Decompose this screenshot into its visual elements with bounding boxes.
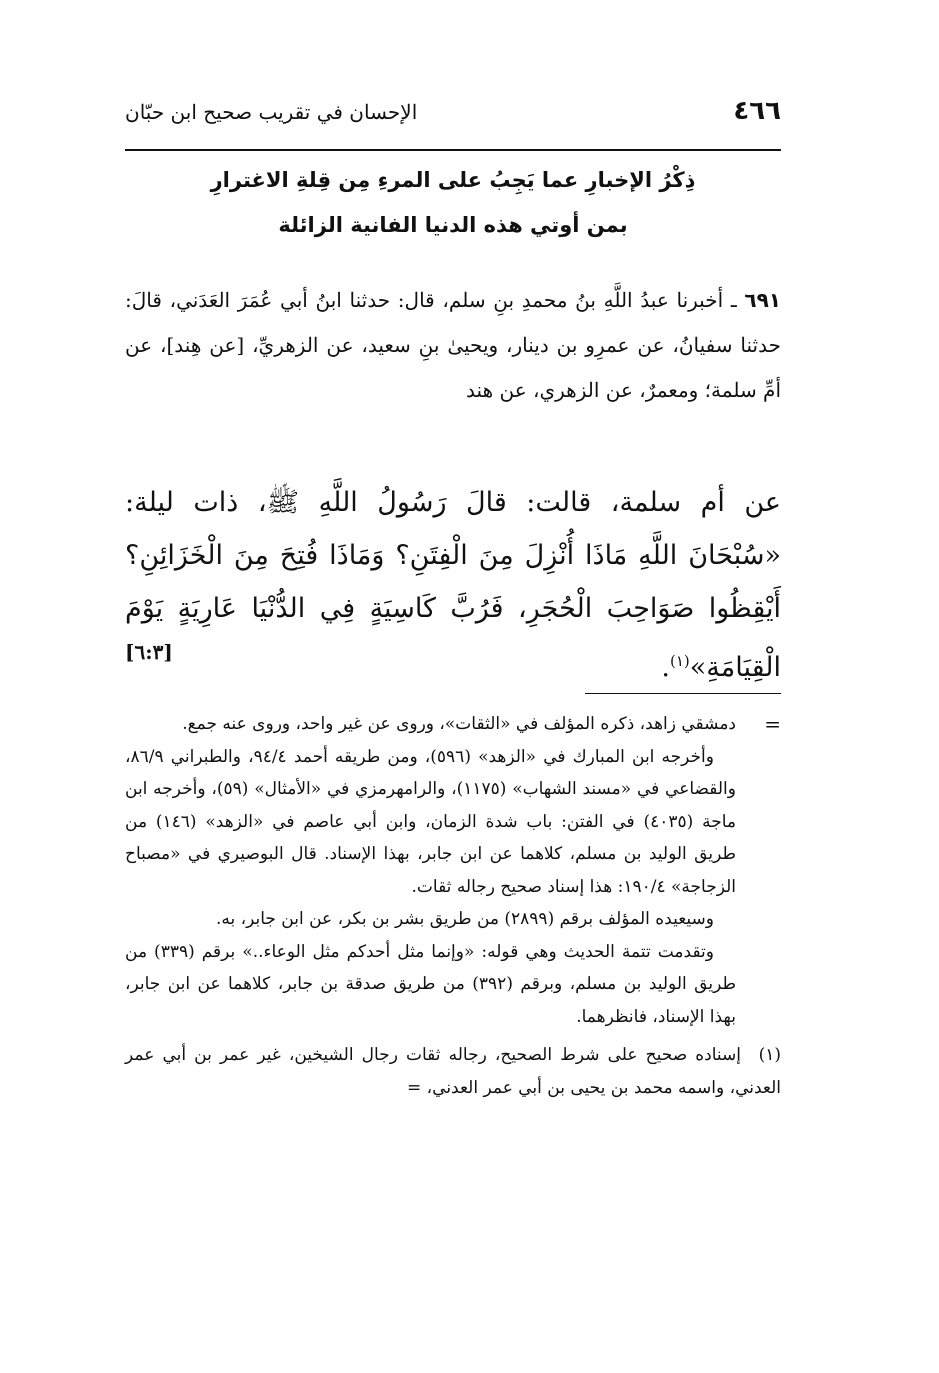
matn-text: عن أم سلمة، قالت: قالَ رَسُولُ اللَّهِ ﷺ، ذات ليلة: «سُبْحَانَ اللَّهِ مَاذَا أُنْزِلَ مِنَ الْفِتَنِ؟ وَمَاذَا فُتِحَ مِنَ الْخَزَائِنِ؟ أَيْقِظُوا صَوَاحِبَ الْحُجَرِ، فَرُبَّ كَاسِيَةٍ فِي الدُّنْيَا عَارِيَةٍ يَوْمَ الْقِيَامَةِ»	[125, 487, 781, 683]
chapter-heading-line1: ذِكْرُ الإخبارِ عما يَجِبُ على المرءِ مِن قِلةِ الاغترارِ	[210, 168, 696, 192]
footnote-para-2: وأخرجه ابن المبارك في «الزهد» (٥٩٦)، ومن طريقه أحمد ٩٤/٤، والطبراني ٨٦/٩، والقضاعي في «مسند الشهاب» (١١٧٥)، والرامهرمزي في «الأمثال» (٥٩)، وأخرجه ابن ماجة (٤٠٣٥) في الفتن: باب شدة الزمان، وابن أبي عاصم في «الزهد» (١٤٦) من طريق الوليد بن مسلم، كلاهما عن ابن جابر، بهذا الإسناد. قال البوصيري في «مصباح الزجاجة» ١٩٠/٤: هذا إسناد صحيح رجاله ثقات.	[125, 746, 736, 897]
footnote-continuation	[125, 708, 781, 741]
footnotes-section	[125, 708, 781, 1104]
footnote-1	[125, 1039, 781, 1104]
page-header	[125, 96, 781, 136]
running-title: الإحسان في تقريب صحيح ابن حبّان	[125, 100, 418, 124]
footnote-divider	[585, 693, 781, 694]
footnote-marker: (١)	[670, 652, 690, 670]
footnote-para	[125, 936, 781, 1034]
isnad-text: ـ أخبرنا عبدُ اللَّهِ بنُ محمدِ بنِ سلم، قال: حدثنا ابنُ أبي عُمَرَ العَدَني، قالَ: حدثنا سفيانُ، عن عمرِو بن دينار، ويحيىٰ بنِ سعيد، عن الزهريِّ، [عن هِند]، عن أمِّ سلمة؛ ومعمرٌ، عن الزهري، عن هند	[125, 288, 781, 402]
continuation-marker: =	[764, 712, 781, 736]
header-divider	[125, 149, 781, 151]
footnote-para-1: دمشقي زاهد، ذكره المؤلف في «الثقات»، وروى عن غير واحد، وروى عنه جمع.	[182, 714, 736, 734]
page-number: ٤٦٦	[733, 96, 781, 126]
footnote-1-number: (١)	[758, 1045, 781, 1065]
footnote-para-4: وتقدمت تتمة الحديث وهي قوله: «وإنما مثل أحدكم مثل الوعاء..» برقم (٣٣٩) من طريق الوليد بن مسلم، وبرقم (٣٩٢) من طريق صدقة بن جابر، كلاهما عن ابن جابر، بهذا الإسناد، فانظرهما.	[125, 941, 736, 1027]
footnote-para	[125, 903, 781, 936]
hadith-reference: [٦:٣]	[125, 640, 173, 664]
footnote-para	[125, 741, 781, 904]
footnote-1-text: إسناده صحيح على شرط الصحيح، رجاله ثقات رجال الشيخين، غير عمر بن أبي عمر العدني، واسمه محمد بن يحيى بن أبي عمر العدني، =	[125, 1045, 781, 1098]
matn-end-punct: .	[661, 652, 670, 683]
footnote-para-3: وسيعيده المؤلف برقم (٢٨٩٩) من طريق بشر بن بكر، عن ابن جابر، به.	[215, 909, 714, 929]
chapter-heading-line2: بمن أوتي هذه الدنيا الفانية الزائلة	[278, 213, 628, 237]
hadith-isnad	[125, 278, 781, 413]
hadith-number: ٦٩١	[744, 288, 782, 312]
